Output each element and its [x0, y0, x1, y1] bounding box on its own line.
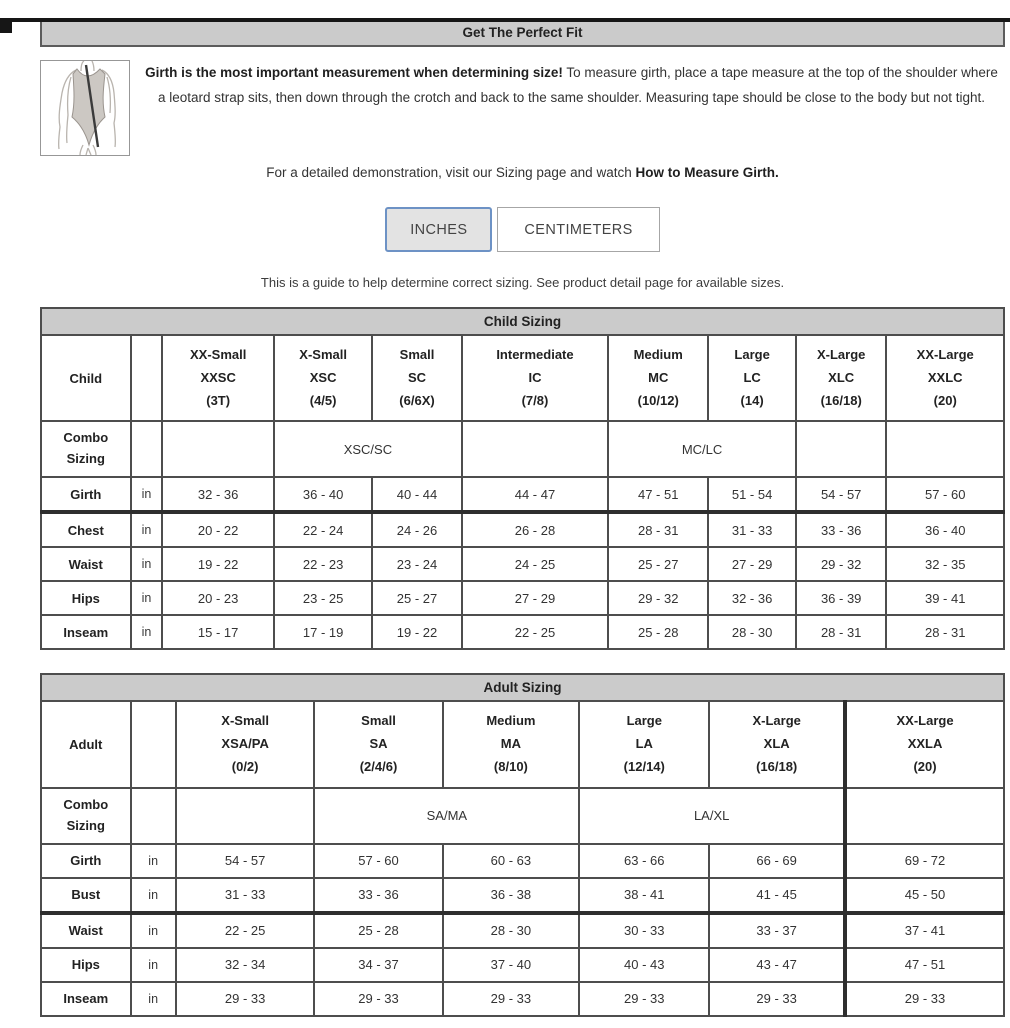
- value-cell: 54 - 57: [176, 844, 315, 878]
- girth-instructions-bold: Girth is the most important measurement when determining size!: [145, 65, 563, 80]
- value-cell: 33 - 37: [709, 913, 845, 948]
- unit-cell: in: [131, 844, 176, 878]
- column-header-row: [41, 335, 1004, 421]
- value-cell: 32 - 36: [708, 581, 796, 615]
- combo-cell-empty: [886, 421, 1004, 477]
- value-cell: 57 - 60: [886, 477, 1004, 512]
- value-cell: 30 - 33: [579, 913, 709, 948]
- value-cell: 26 - 28: [462, 512, 608, 547]
- measurement-row: [41, 615, 1004, 649]
- unit-cell: in: [131, 878, 176, 913]
- value-cell: 29 - 33: [443, 982, 580, 1016]
- column-header: Large LA (12/14): [579, 701, 709, 787]
- value-cell: 37 - 41: [845, 913, 1004, 948]
- value-cell: 29 - 32: [796, 547, 887, 581]
- combo-group: MC/LC: [608, 421, 796, 477]
- combo-cell-empty: [796, 421, 887, 477]
- value-cell: 36 - 40: [274, 477, 372, 512]
- unit-cell: in: [131, 948, 176, 982]
- measurement-row: [41, 512, 1004, 547]
- value-cell: 28 - 30: [708, 615, 796, 649]
- value-cell: 45 - 50: [845, 878, 1004, 913]
- value-cell: 40 - 43: [579, 948, 709, 982]
- value-cell: 23 - 24: [372, 547, 462, 581]
- row-label: Girth: [41, 477, 131, 512]
- value-cell: 28 - 31: [886, 615, 1004, 649]
- value-cell: 19 - 22: [372, 615, 462, 649]
- unit-cell: in: [131, 477, 163, 512]
- combo-sizing-row: [41, 421, 1004, 477]
- combo-cell-empty: [176, 788, 315, 844]
- value-cell: 31 - 33: [708, 512, 796, 547]
- column-header: Intermediate IC (7/8): [462, 335, 608, 421]
- row-label: Hips: [41, 581, 131, 615]
- child-measurements: [41, 477, 1004, 649]
- value-cell: 28 - 31: [796, 615, 887, 649]
- value-cell: 22 - 25: [462, 615, 608, 649]
- combo-group: XSC/SC: [274, 421, 462, 477]
- value-cell: 32 - 34: [176, 948, 315, 982]
- value-cell: 31 - 33: [176, 878, 315, 913]
- intro-section: [40, 60, 1005, 156]
- value-cell: 29 - 33: [579, 982, 709, 1016]
- adult-sizing-table: [40, 673, 1005, 1016]
- row-label: Girth: [41, 844, 131, 878]
- value-cell: 24 - 25: [462, 547, 608, 581]
- row-label: Waist: [41, 547, 131, 581]
- value-cell: 38 - 41: [579, 878, 709, 913]
- measurement-row: [41, 581, 1004, 615]
- value-cell: 37 - 40: [443, 948, 580, 982]
- value-cell: 22 - 25: [176, 913, 315, 948]
- child-sizing-table: [40, 307, 1005, 650]
- value-cell: 34 - 37: [314, 948, 442, 982]
- value-cell: 27 - 29: [708, 547, 796, 581]
- value-cell: 15 - 17: [162, 615, 274, 649]
- unit-cell: in: [131, 615, 163, 649]
- value-cell: 43 - 47: [709, 948, 845, 982]
- column-header: Medium MA (8/10): [443, 701, 580, 787]
- leotard-measurement-diagram: [40, 60, 130, 156]
- value-cell: 36 - 40: [886, 512, 1004, 547]
- unit-cell: in: [131, 913, 176, 948]
- measurement-row: [41, 844, 1004, 878]
- row-label: Inseam: [41, 982, 131, 1016]
- row-label: Inseam: [41, 615, 131, 649]
- unit-header: [131, 701, 176, 787]
- column-header: Medium MC (10/12): [608, 335, 708, 421]
- measurement-row: [41, 477, 1004, 512]
- row-header: Adult: [41, 701, 131, 787]
- column-header: XX-Large XXLA (20): [845, 701, 1004, 787]
- row-label: Waist: [41, 913, 131, 948]
- table-title: Child Sizing: [41, 308, 1004, 335]
- centimeters-button[interactable]: CENTIMETERS: [497, 207, 659, 252]
- value-cell: 24 - 26: [372, 512, 462, 547]
- value-cell: 47 - 51: [845, 948, 1004, 982]
- table-title-row: [41, 674, 1004, 701]
- value-cell: 33 - 36: [796, 512, 887, 547]
- measurement-row: [41, 913, 1004, 948]
- value-cell: 28 - 30: [443, 913, 580, 948]
- unit-cell: in: [131, 982, 176, 1016]
- value-cell: 60 - 63: [443, 844, 580, 878]
- combo-sizing-row: [41, 788, 1004, 844]
- demo-text-bold: How to Measure Girth.: [635, 165, 779, 180]
- unit-toggle: [40, 207, 1005, 252]
- value-cell: 51 - 54: [708, 477, 796, 512]
- value-cell: 20 - 22: [162, 512, 274, 547]
- table-title: Adult Sizing: [41, 674, 1004, 701]
- value-cell: 29 - 33: [176, 982, 315, 1016]
- value-cell: 36 - 39: [796, 581, 887, 615]
- sizing-page: [40, 18, 1005, 1017]
- value-cell: 66 - 69: [709, 844, 845, 878]
- column-header: XX-Large XXLC (20): [886, 335, 1004, 421]
- unit-cell: in: [131, 547, 163, 581]
- combo-row-label: Combo Sizing: [41, 788, 131, 844]
- leotard-diagram-icon: [41, 61, 129, 155]
- combo-cell-empty: [131, 421, 163, 477]
- page-title: Get The Perfect Fit: [40, 18, 1005, 47]
- unit-cell: in: [131, 512, 163, 547]
- value-cell: 29 - 32: [608, 581, 708, 615]
- row-label: Chest: [41, 512, 131, 547]
- value-cell: 17 - 19: [274, 615, 372, 649]
- row-label: Hips: [41, 948, 131, 982]
- row-header: Child: [41, 335, 131, 421]
- value-cell: 39 - 41: [886, 581, 1004, 615]
- column-header: Small SC (6/6X): [372, 335, 462, 421]
- value-cell: 22 - 23: [274, 547, 372, 581]
- value-cell: 54 - 57: [796, 477, 887, 512]
- adult-measurements: [41, 844, 1004, 1016]
- value-cell: 63 - 66: [579, 844, 709, 878]
- value-cell: 32 - 36: [162, 477, 274, 512]
- sizing-guide-note: This is a guide to help determine correct sizing. See product detail page for available sizes.: [260, 275, 785, 290]
- unit-header: [131, 335, 163, 421]
- value-cell: 23 - 25: [274, 581, 372, 615]
- column-header: X-Small XSA/PA (0/2): [176, 701, 315, 787]
- value-cell: 44 - 47: [462, 477, 608, 512]
- column-header: X-Large XLA (16/18): [709, 701, 845, 787]
- column-header: XX-Small XXSC (3T): [162, 335, 274, 421]
- combo-group: LA/XL: [579, 788, 845, 844]
- value-cell: 28 - 31: [608, 512, 708, 547]
- measurement-row: [41, 878, 1004, 913]
- column-header: X-Large XLC (16/18): [796, 335, 887, 421]
- combo-cell-empty: [131, 788, 176, 844]
- value-cell: 29 - 33: [845, 982, 1004, 1016]
- combo-row-label: Combo Sizing: [41, 421, 131, 477]
- value-cell: 29 - 33: [314, 982, 442, 1016]
- page-top-border: [0, 18, 1010, 22]
- row-label: Bust: [41, 878, 131, 913]
- value-cell: 33 - 36: [314, 878, 442, 913]
- value-cell: 41 - 45: [709, 878, 845, 913]
- demo-text-plain: For a detailed demonstration, visit our Sizing page and watch: [266, 165, 636, 180]
- girth-instructions-rest: To measure girth, place a tape measure at the top of the shoulder where a leotard strap sits, then down through the crotch and back to the same shoulder. Measuring tape should be close to the body but not tight.: [157, 65, 998, 105]
- value-cell: 25 - 27: [608, 547, 708, 581]
- measurement-row: [41, 982, 1004, 1016]
- value-cell: 25 - 28: [608, 615, 708, 649]
- measurement-row: [41, 547, 1004, 581]
- demo-text: [40, 165, 1005, 180]
- girth-instructions: [130, 60, 1005, 110]
- value-cell: 47 - 51: [608, 477, 708, 512]
- table-title-row: [41, 308, 1004, 335]
- value-cell: 40 - 44: [372, 477, 462, 512]
- combo-cell-empty: [845, 788, 1004, 844]
- column-header: Large LC (14): [708, 335, 796, 421]
- column-header-row: [41, 701, 1004, 787]
- value-cell: 36 - 38: [443, 878, 580, 913]
- measurement-row: [41, 948, 1004, 982]
- value-cell: 69 - 72: [845, 844, 1004, 878]
- value-cell: 22 - 24: [274, 512, 372, 547]
- combo-cell-empty: [162, 421, 274, 477]
- combo-cell-empty: [462, 421, 608, 477]
- inches-button[interactable]: INCHES: [385, 207, 492, 252]
- column-header: X-Small XSC (4/5): [274, 335, 372, 421]
- value-cell: 20 - 23: [162, 581, 274, 615]
- value-cell: 27 - 29: [462, 581, 608, 615]
- column-header: Small SA (2/4/6): [314, 701, 442, 787]
- value-cell: 25 - 27: [372, 581, 462, 615]
- value-cell: 57 - 60: [314, 844, 442, 878]
- value-cell: 32 - 35: [886, 547, 1004, 581]
- unit-cell: in: [131, 581, 163, 615]
- page-corner-mark: [0, 18, 12, 33]
- combo-group: SA/MA: [314, 788, 579, 844]
- value-cell: 19 - 22: [162, 547, 274, 581]
- value-cell: 25 - 28: [314, 913, 442, 948]
- value-cell: 29 - 33: [709, 982, 845, 1016]
